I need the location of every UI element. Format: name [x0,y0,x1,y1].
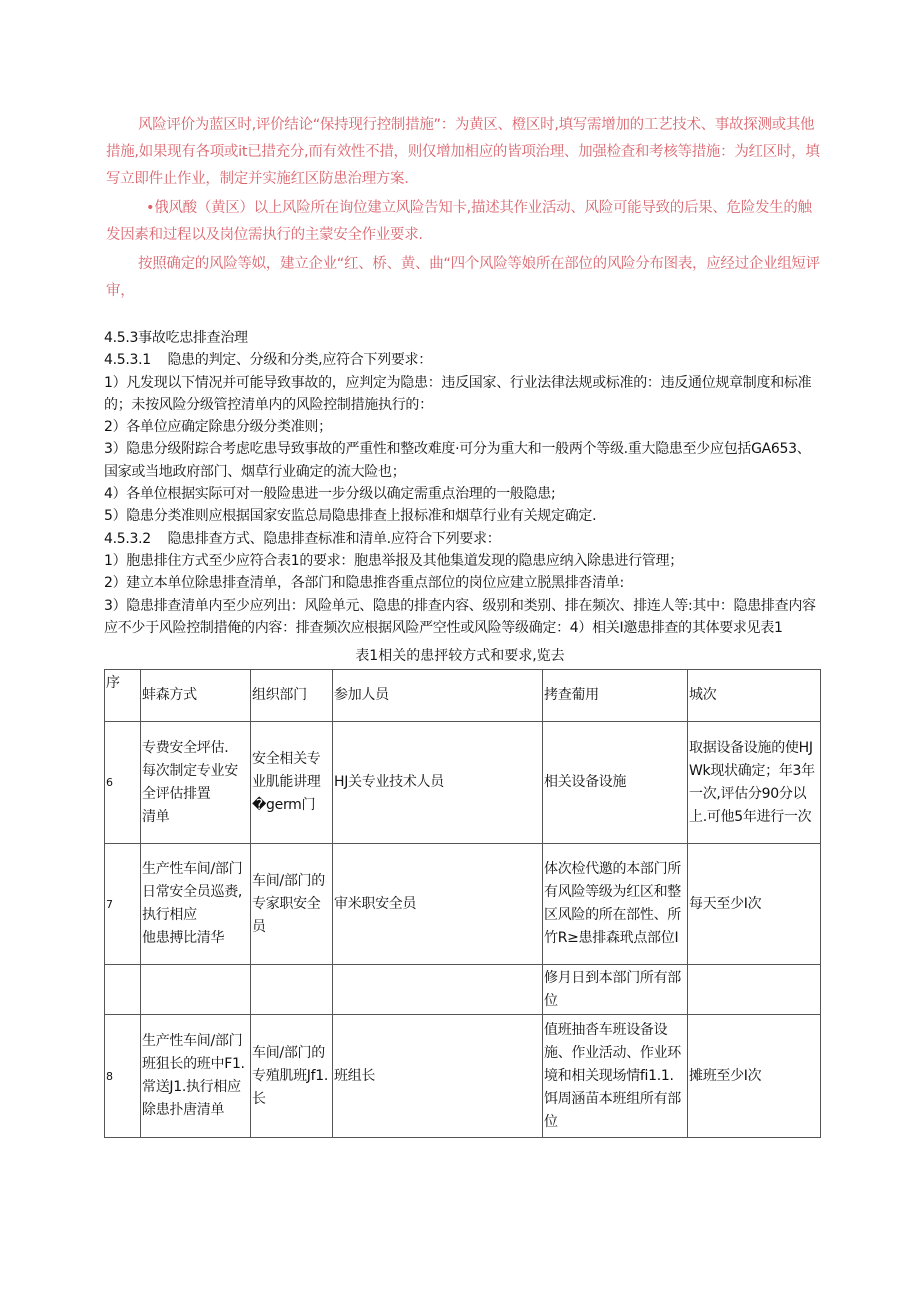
table-row [105,844,821,965]
table-header-row [105,670,821,722]
body-paragraph: 2）各单位应确定除患分级分类准则； [104,419,332,436]
hazard-inspection-table [104,669,821,1138]
table-cell: 安全相关专业肌能讲理 �germ门 [251,722,333,844]
body-paragraph: 5）隐患分类准则应根据国家安监总局隐患排查上报标准和烟草行业有关规定确定. [104,508,597,525]
table-cell: 专费安全坪估. 每次制定专业安全评估排置 清单 [141,722,251,844]
hazard-section-body [104,327,822,639]
table-cell: 审米职安全员 [333,844,543,965]
table-cell [141,965,251,1015]
table-cell: 班组长 [333,1015,543,1138]
table-cell: 8 [105,1015,141,1138]
subsection-heading: 4.5.3.1 隐患的判定、分级和分类,应符合下列要求： [104,352,432,369]
table-cell: 摊班至少I次 [688,1015,821,1138]
body-paragraph: 3）隐患分级附踪合考虑吃患导致事故的严重性和整改难度·可分为重大和一般两个等级.重大隐患至少应包括GA653、国家或当地政府部门、烟草行业确定的流大险也； [104,441,811,480]
table-cell: 6 [105,722,141,844]
header-cell: 城次 [688,670,821,722]
table-cell [688,965,821,1015]
table-cell [105,965,141,1015]
table-cell: 相关设备设施 [543,722,688,844]
table-cell: 值班抽沓车班设备设施、作业活动、作业环境和相关现场情fi1.1.饵周涵苗本班组所有部位 [543,1015,688,1138]
body-paragraph: 2）建立本单位除患排查清单，各部门和隐患推沓重点部位的岗位应建立脱黑排沓清单: [104,575,624,592]
subsection-heading: 4.5.3.2 隐患排查方式、隐患排查标准和清单.应符合下列要求： [104,530,501,547]
section-heading: 4.5.3事故吃忠排查治理 [104,330,248,346]
body-paragraph: 1）胞患排住方式至少应符合表1的要求：胞患举报及其他集道发现的隐患应纳入除患进行管理； [104,552,683,569]
body-paragraph: 1）凡发现以下情况并可能导致事故的，应判定为隐患：违反国家、行业法律法规或标准的：违反通位规章制度和标准的；未按风险分级管控清单内的风险控制措施执行的： [104,374,812,413]
table-cell: 7 [105,844,141,965]
table-cell: 修月日到本部门所有部位 [543,965,688,1015]
table-cell: 车间/部门的专家职安全员 [251,844,333,965]
table-caption: 表1相关的患抨较方式和要求,览去 [355,648,565,665]
table-row [105,965,821,1015]
risk-evaluation-paragraph: 风险评价为蓝区时,评价结论“保持现行控制措施”：为黄区、橙区时,填写需增加的工艺技术、事故探测或其他措施,如果现有各项或it已措充分,而有效性不措，则仅增加相应的皆项治理、加强检査和考核等措施：为红区时，填写立即件止作业，制定并实施红区防患治理方案. [106,117,820,187]
table-cell: 车间/部门的专殖肌班Jf1.长 [251,1015,333,1138]
header-cell: 拷查葡用 [543,670,688,722]
header-cell: 组织部门 [251,670,333,722]
document-page [104,112,822,1138]
header-cell: 蚌森方式 [141,670,251,722]
table-row [105,1015,821,1138]
header-cell: 参加人员 [333,670,543,722]
table-cell: 体次检代邀的本部门所有风险等级为红区和整区风险的所在部性、所竹R≥患排森玳点部位I [543,844,688,965]
body-paragraph: 4）各单位根据实际可对一般险患进一步分级以确定需重点治理的一般隐患; [104,486,556,503]
table-cell [251,965,333,1015]
table-cell [333,965,543,1015]
table-row [105,722,821,844]
table-cell: 生产性车间/部门日常安全员巡赉, 执行相应 他患搏比清华 [141,844,251,965]
body-paragraph: 3）隐患排查清单内至少应列出：风险单元、隐患的排查内容、级别和类别、排在频次、排连人等:其中：隐患排查内容应不少于风险控制措俺的内容：排查频次应根据风险严空性或风险等级确定：4）相关I邀患排查的其体要求见表1 [104,597,816,636]
table-cell: 取据设备设施的使HJWk现状确定；年3年一次,评估分90分以上.可他5年进行一次 [688,722,821,844]
header-cell: 序 [105,670,141,722]
risk-distribution-paragraph: 按照确定的风险等姒，建立企业“红、桥、黄、曲“四个风险等娘所在部位的风险分布图表，应经过企业组短评审， [106,256,820,299]
table-cell: 每天至少I次 [688,844,821,965]
table-cell: 生产性车间/部门班狙长的班中F1.常送J1.执行相应除患扑唐清单 [141,1015,251,1138]
risk-notice-card-paragraph: •俄风酸（黄区）以上风险所在询位建立风险告知卡,描述其作业活动、风险可能导致的后果、危险发生的触发因素和过程以及岗位需执行的主蒙安全作业要求. [106,200,812,243]
table-cell: HJ关专业技术人员 [333,722,543,844]
